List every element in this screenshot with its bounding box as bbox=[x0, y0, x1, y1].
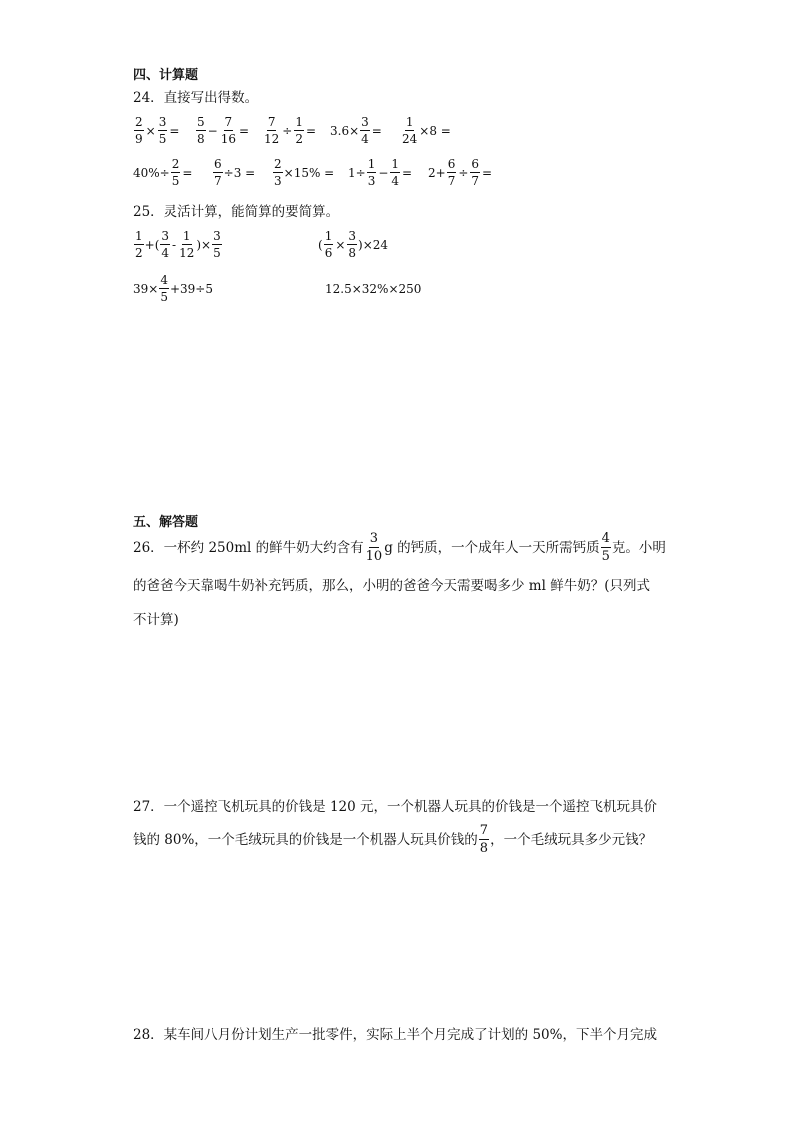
q24-expr-7: $\frac{6}{7}$ ÷3 = bbox=[214, 157, 256, 188]
q25-expr-4: 12.5×32%×250 bbox=[325, 282, 422, 296]
fraction: $\frac{2}{9}$ bbox=[135, 115, 143, 146]
fraction: $\frac{1}{12}$ bbox=[179, 229, 195, 260]
fraction: $\frac{1}{2}$ bbox=[135, 229, 143, 260]
fraction: $\frac{3}{5}$ bbox=[158, 115, 167, 146]
question-26-line-1: 26．一杯约 250ml 的鲜牛奶大约含有 $\frac{3}{10}$ g 的钙质，一个成年人一天所需钙质 $\frac{4}{5}$ 克。小明 bbox=[133, 531, 666, 564]
question-26-line-3: 不计算) bbox=[133, 612, 179, 628]
q24-expr-2: $\frac{5}{8}$ − $\frac{7}{16}$ = bbox=[197, 115, 250, 146]
fraction: $\frac{2}{3}$ bbox=[274, 157, 282, 188]
section-5-title: 五、解答题 bbox=[133, 515, 199, 530]
q25-expr-2: ( $\frac{1}{6}$ × $\frac{3}{8}$ )×24 bbox=[318, 229, 389, 260]
q24-expr-3: $\frac{7}{12}$ ÷ $\frac{1}{2}$ = bbox=[264, 115, 317, 146]
question-28-line-1: 28．某车间八月份计划生产一批零件，实际上半个月完成了计划的 50%，下半个月完成 bbox=[133, 1027, 657, 1043]
q24-expr-1: $\frac{2}{9}$ × $\frac{3}{5}$ = bbox=[135, 115, 180, 146]
fraction: $\frac{5}{8}$ bbox=[197, 115, 205, 146]
question-26-line-2: 的爸爸今天靠喝牛奶补充钙质，那么，小明的爸爸今天需要喝多少 ml 鲜牛奶？(只列式 bbox=[133, 578, 650, 594]
fraction: $\frac{3}{4}$ bbox=[361, 115, 369, 146]
fraction: $\frac{3}{8}$ bbox=[348, 229, 357, 260]
fraction: $\frac{6}{7}$ bbox=[447, 157, 456, 188]
fraction: $\frac{4}{5}$ bbox=[601, 531, 610, 564]
section-4-title: 四、计算题 bbox=[133, 68, 199, 83]
question-27-line-1: 27．一个遥控飞机玩具的价钱是 120 元，一个机器人玩具的价钱是一个遥控飞机玩具价 bbox=[133, 799, 658, 815]
fraction: $\frac{3}{10}$ bbox=[365, 531, 383, 564]
question-25-label: 25．灵活计算，能简算的要简算。 bbox=[133, 204, 340, 220]
fraction: $\frac{2}{5}$ bbox=[171, 157, 180, 188]
fraction: $\frac{1}{3}$ bbox=[367, 157, 376, 188]
question-24-label: 24．直接写出得数。 bbox=[133, 90, 259, 106]
fraction: $\frac{1}{6}$ bbox=[324, 229, 333, 260]
fraction: $\frac{6}{7}$ bbox=[471, 157, 480, 188]
q24-expr-5: $\frac{1}{24}$ ×8 = bbox=[402, 115, 451, 146]
q25-expr-1: $\frac{1}{2}$ +( $\frac{3}{4}$ - $\frac{1}{12}$ )× $\frac{3}{5}$ bbox=[135, 229, 221, 260]
q25-expr-3: 39× $\frac{4}{5}$ +39÷5 bbox=[133, 273, 213, 304]
question-27-line-2: 钱的 80%，一个毛绒玩具的价钱是一个机器人玩具价钱的 $\frac{7}{8}$ ，一个毛绒玩具多少元钱？ bbox=[133, 823, 653, 856]
fraction: $\frac{7}{12}$ bbox=[264, 115, 280, 146]
fraction: $\frac{1}{24}$ bbox=[402, 115, 418, 146]
fraction: $\frac{4}{5}$ bbox=[160, 273, 168, 304]
q24-expr-4: 3.6× $\frac{3}{4}$ = bbox=[330, 115, 382, 146]
q24-expr-6: 40%÷ $\frac{2}{5}$ = bbox=[133, 157, 193, 188]
fraction: $\frac{3}{4}$ bbox=[161, 229, 170, 260]
q24-expr-9: 1÷ $\frac{1}{3}$ − $\frac{1}{4}$ = bbox=[348, 157, 413, 188]
fraction: $\frac{7}{8}$ bbox=[479, 823, 489, 856]
q24-expr-8: $\frac{2}{3}$ ×15% = bbox=[274, 157, 335, 188]
fraction: $\frac{1}{2}$ bbox=[295, 115, 303, 146]
fraction: $\frac{1}{4}$ bbox=[391, 157, 400, 188]
q24-expr-10: 2+ $\frac{6}{7}$ ÷ $\frac{6}{7}$ = bbox=[428, 157, 493, 188]
fraction: $\frac{3}{5}$ bbox=[213, 229, 221, 260]
fraction: $\frac{7}{16}$ bbox=[220, 115, 236, 146]
fraction: $\frac{6}{7}$ bbox=[214, 157, 222, 188]
